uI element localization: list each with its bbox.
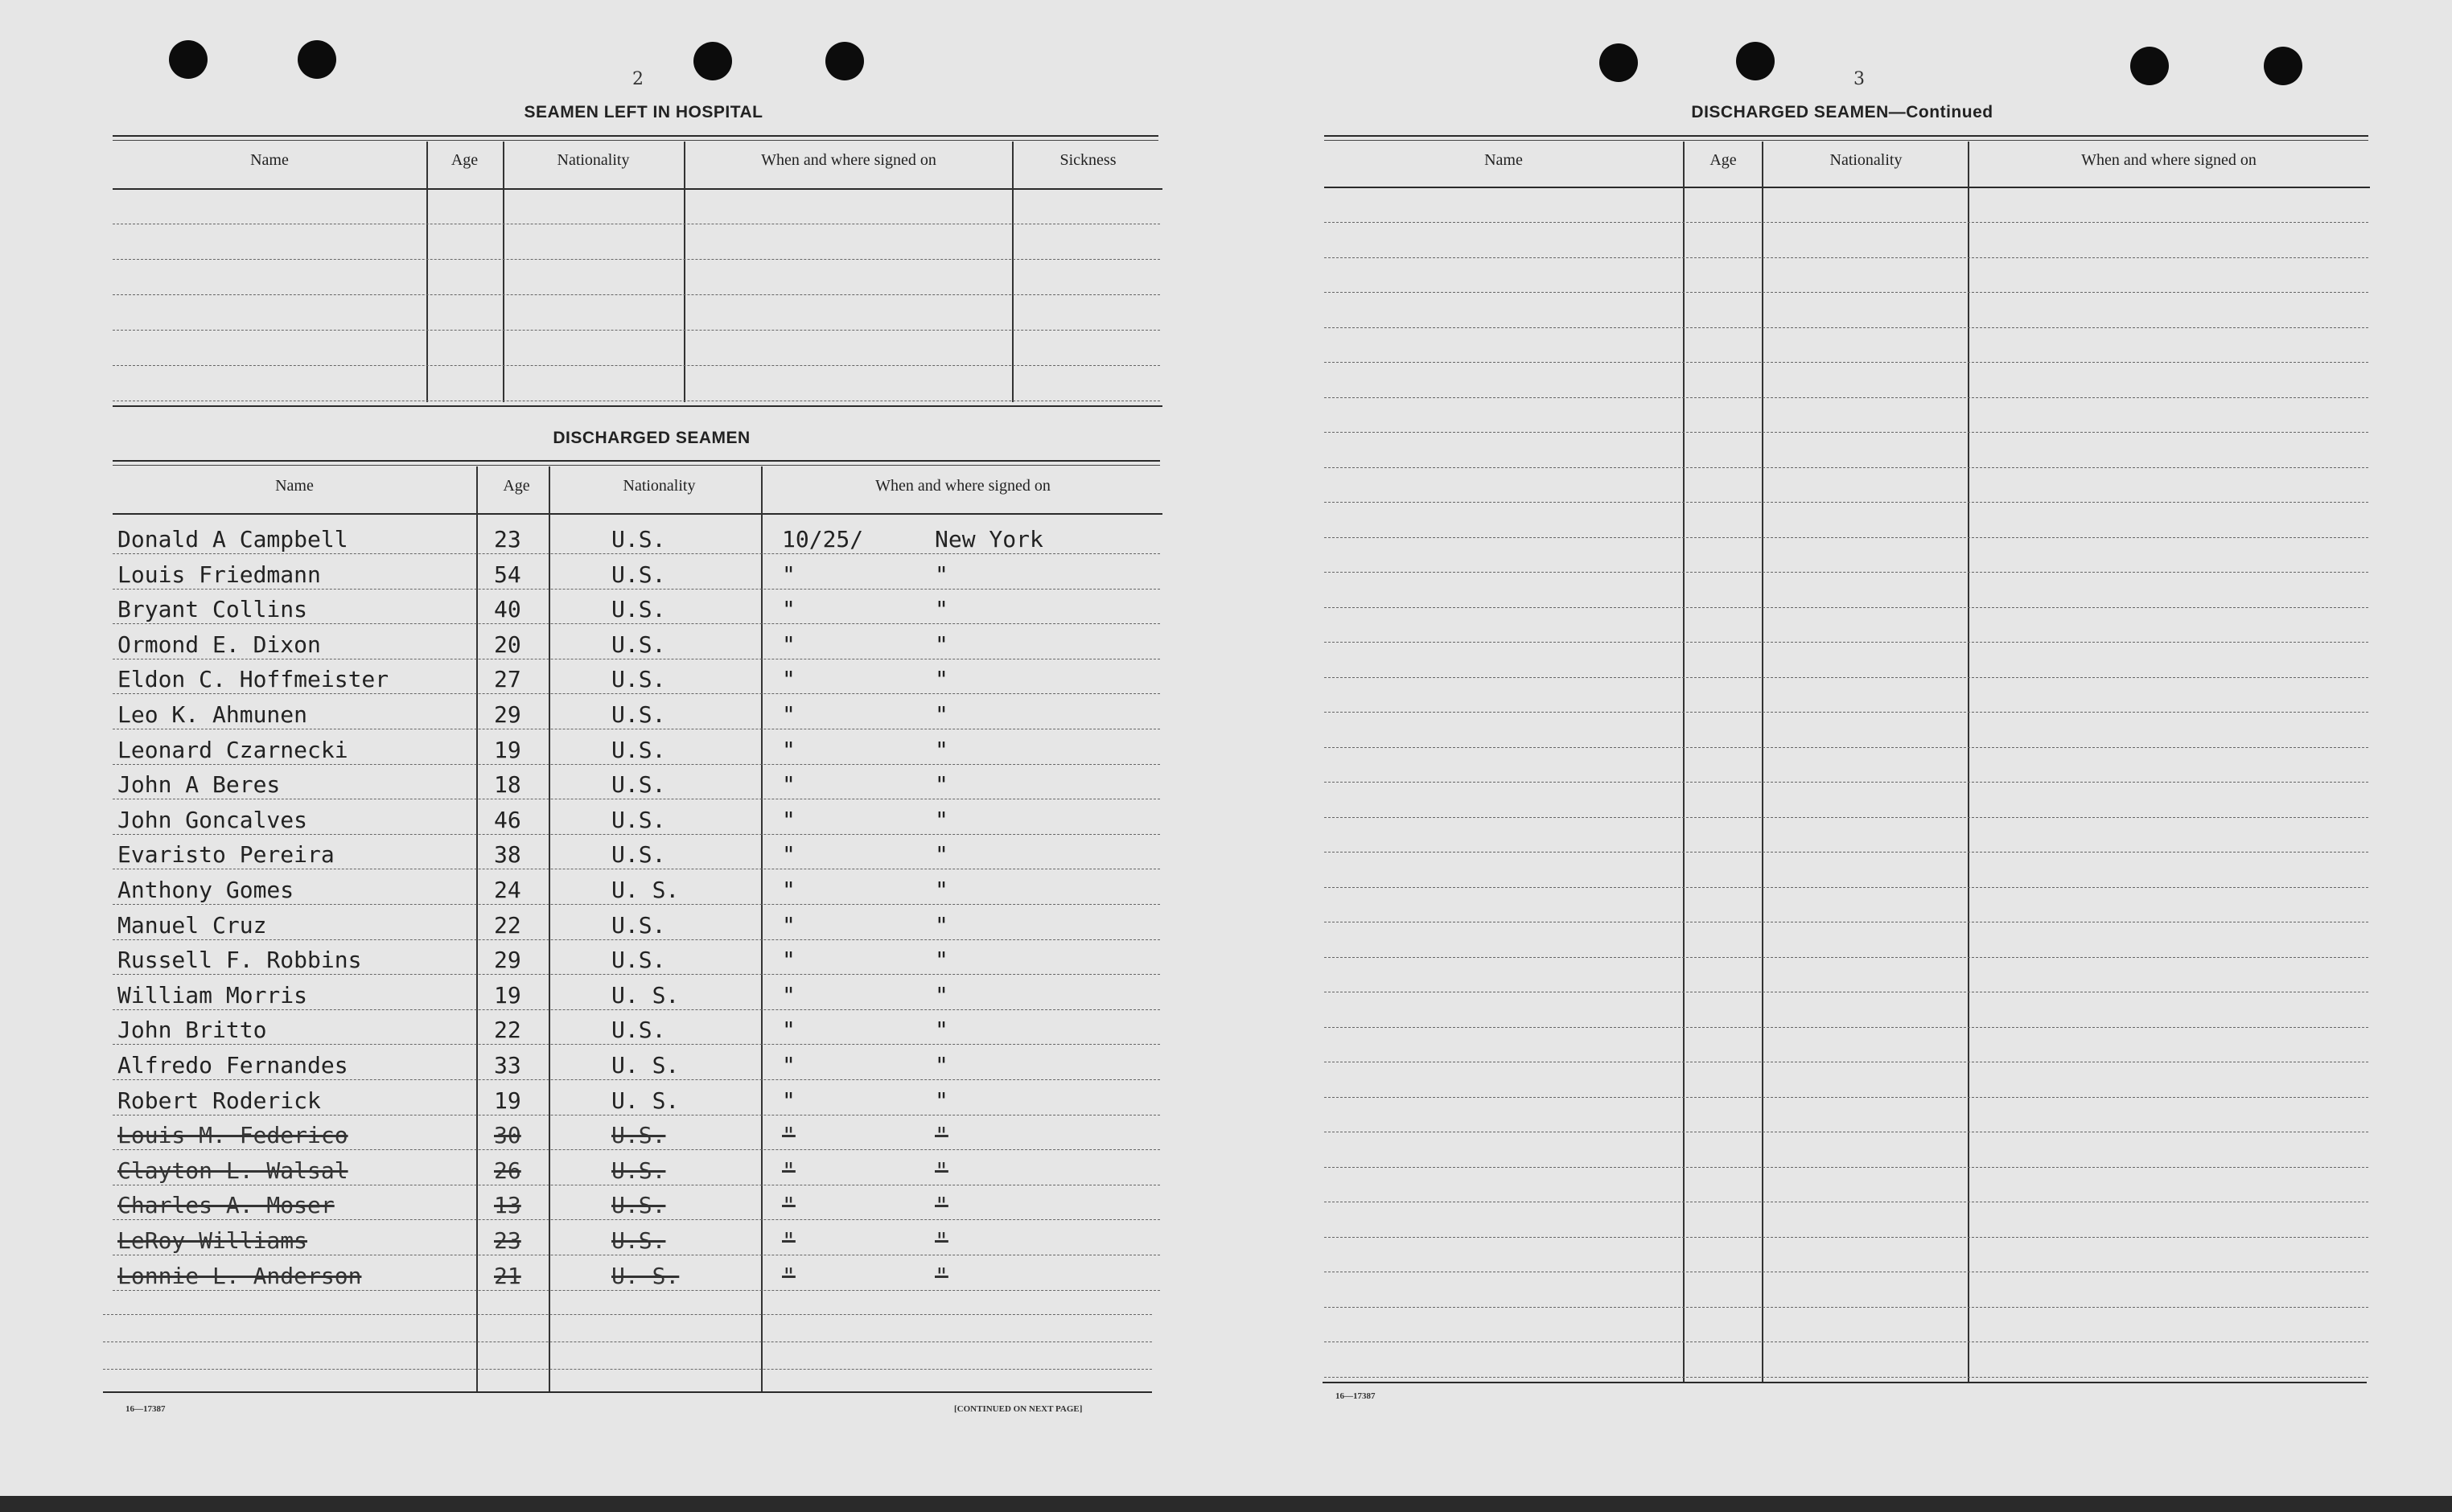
ruled-line [103, 1314, 1152, 1315]
seaman-nationality: U.S. [611, 771, 666, 799]
signed-on-place: " [935, 911, 948, 939]
ruled-line [1324, 887, 2368, 888]
rule [1324, 140, 2368, 141]
ruled-line [1324, 1237, 2368, 1238]
seaman-nationality: U.S. [611, 1157, 666, 1184]
seaman-age: 46 [494, 806, 521, 833]
signed-on-place: " [935, 1017, 948, 1044]
ruled-line [103, 1341, 1152, 1342]
seaman-name: LeRoy Williams [117, 1227, 308, 1254]
column-divider [1683, 142, 1685, 1383]
seaman-age: 40 [494, 596, 521, 623]
rule [1324, 187, 2370, 188]
page-number-right: 3 [1853, 69, 1865, 89]
hospital-col-nationality: Nationality [557, 151, 630, 169]
signed-on-date: " [782, 596, 796, 623]
signed-on-place: " [935, 981, 948, 1009]
seaman-name: Alfredo Fernandes [117, 1052, 348, 1079]
column-divider [1762, 142, 1763, 1383]
signed-on-date: " [782, 806, 796, 833]
ruled-line [1324, 292, 2368, 293]
rule [113, 135, 1158, 137]
seaman-nationality: U.S. [611, 526, 666, 553]
rule [113, 188, 1162, 190]
discharged-col-age: Age [503, 477, 530, 495]
seaman-nationality: U. S. [611, 981, 680, 1009]
ruled-line [1324, 747, 2368, 748]
ruled-line [113, 553, 1160, 554]
signed-on-place: " [935, 771, 948, 799]
ruled-line [1324, 782, 2368, 783]
seaman-age: 19 [494, 981, 521, 1009]
column-divider [476, 466, 478, 1391]
column-divider [761, 466, 763, 1391]
continued-note: [CONTINUED ON NEXT PAGE] [954, 1404, 1083, 1414]
signed-on-date: " [782, 1052, 796, 1079]
title-continued: —Continued [1888, 103, 1993, 121]
seaman-nationality: U.S. [611, 736, 666, 763]
ruled-line [103, 1369, 1152, 1370]
ruled-line [1324, 432, 2368, 433]
signed-on-place: " [935, 877, 948, 903]
ruled-line [113, 259, 1160, 260]
signed-on-place: " [935, 596, 948, 623]
discharged-col-name: Name [275, 477, 314, 495]
signed-on-date: " [782, 666, 796, 693]
ruled-line [1324, 642, 2368, 643]
column-divider [426, 142, 428, 402]
signed-on-date: " [782, 1157, 796, 1184]
signed-on-place: " [935, 947, 948, 974]
signed-on-place: " [935, 631, 948, 658]
hospital-col-name: Name [250, 151, 289, 169]
seaman-name: Clayton L. Walsal [117, 1157, 348, 1184]
punch-hole [2264, 47, 2302, 85]
ruled-line [1324, 1097, 2368, 1098]
seaman-nationality: U.S. [611, 806, 666, 833]
ruled-line [113, 693, 1160, 694]
seaman-age: 13 [494, 1192, 521, 1219]
rule [103, 1391, 1152, 1393]
ruled-line [113, 1219, 1160, 1220]
ruled-line [113, 1115, 1160, 1116]
rule [113, 140, 1158, 141]
seaman-name: Donald A Campbell [117, 526, 348, 553]
ruled-line [1324, 607, 2368, 608]
signed-on-date: " [782, 736, 796, 763]
seaman-nationality: U. S. [611, 1087, 680, 1114]
signed-on-date: 10/25/ [782, 526, 864, 553]
ruled-line [1324, 327, 2368, 328]
right-col-nationality: Nationality [1829, 151, 1903, 169]
seaman-age: 33 [494, 1052, 521, 1079]
seaman-nationality: U.S. [611, 596, 666, 623]
signed-on-place: " [935, 666, 948, 693]
signed-on-date: " [782, 1227, 796, 1254]
punch-hole [825, 42, 864, 80]
ruled-line [1324, 957, 2368, 958]
punch-hole [298, 40, 336, 79]
seaman-age: 23 [494, 1227, 521, 1254]
rule [1324, 135, 2368, 137]
ruled-line [113, 939, 1160, 940]
signed-on-place: " [935, 841, 948, 869]
ruled-line [113, 365, 1160, 366]
punch-hole [169, 40, 208, 79]
seaman-name: Bryant Collins [117, 596, 308, 623]
seaman-age: 29 [494, 701, 521, 728]
discharged-col-nationality: Nationality [623, 477, 696, 495]
signed-on-date: " [782, 981, 796, 1009]
seaman-name: Leo K. Ahmunen [117, 701, 308, 728]
seaman-name: Louis Friedmann [117, 561, 321, 588]
rule [113, 460, 1160, 462]
ruled-line [1324, 1307, 2368, 1308]
ruled-line [1324, 1341, 2368, 1342]
ruled-line [1324, 222, 2368, 223]
signed-on-date: " [782, 1087, 796, 1114]
ruled-line [1324, 257, 2368, 258]
seaman-age: 38 [494, 841, 521, 869]
ruled-line [1324, 817, 2368, 818]
page-number-left: 2 [632, 69, 644, 89]
discharged-col-signed-on: When and where signed on [875, 477, 1051, 495]
signed-on-date: " [782, 1192, 796, 1219]
seaman-nationality: U.S. [611, 561, 666, 588]
seaman-age: 54 [494, 561, 521, 588]
right-col-age: Age [1709, 151, 1737, 169]
signed-on-date: " [782, 701, 796, 728]
seaman-age: 26 [494, 1157, 521, 1184]
seaman-age: 27 [494, 666, 521, 693]
seaman-age: 20 [494, 631, 521, 658]
seaman-nationality: U. S. [611, 877, 680, 903]
seaman-name: Lonnie L. Anderson [117, 1262, 362, 1289]
signed-on-date: " [782, 1122, 796, 1149]
title-main: DISCHARGED SEAMEN [1691, 103, 1889, 121]
seaman-nationality: U. S. [611, 1052, 680, 1079]
ruled-line [113, 764, 1160, 765]
seaman-age: 22 [494, 1017, 521, 1044]
ruled-line [113, 1044, 1160, 1045]
seaman-nationality: U.S. [611, 1122, 666, 1149]
discharged-continued-title [1601, 103, 2084, 122]
ruled-line [1324, 362, 2368, 363]
seaman-nationality: U.S. [611, 631, 666, 658]
punch-hole [2130, 47, 2169, 85]
signed-on-date: " [782, 877, 796, 903]
ruled-line [1324, 852, 2368, 853]
column-divider [503, 142, 504, 402]
seaman-age: 19 [494, 736, 521, 763]
column-divider [549, 466, 550, 1391]
ruled-line [113, 834, 1160, 835]
form-number-left: 16—17387 [125, 1404, 166, 1414]
form-number-right: 16—17387 [1335, 1391, 1376, 1401]
hospital-section-title: SEAMEN LEFT IN HOSPITAL [524, 103, 763, 121]
signed-on-place: " [935, 1087, 948, 1114]
seaman-name: Ormond E. Dixon [117, 631, 321, 658]
seaman-name: Charles A. Moser [117, 1192, 335, 1219]
seaman-nationality: U. S. [611, 1262, 680, 1289]
ruled-line [1324, 1377, 2368, 1378]
rule [1323, 1382, 2367, 1383]
signed-on-date: " [782, 911, 796, 939]
punch-hole [1736, 42, 1775, 80]
ruled-line [1324, 502, 2368, 503]
discharged-section-title: DISCHARGED SEAMEN [553, 429, 751, 447]
signed-on-date: " [782, 1262, 796, 1289]
seaman-name: John A Beres [117, 771, 281, 799]
rule [113, 405, 1162, 407]
hospital-col-signed-on: When and where signed on [761, 151, 936, 169]
seaman-age: 24 [494, 877, 521, 903]
seaman-nationality: U.S. [611, 841, 666, 869]
seaman-name: Russell F. Robbins [117, 947, 362, 974]
seaman-name: Eldon C. Hoffmeister [117, 666, 389, 693]
ruled-line [113, 330, 1160, 331]
ruled-line [113, 1149, 1160, 1150]
seaman-name: Louis M. Federico [117, 1122, 348, 1149]
signed-on-place: New York [935, 526, 1043, 553]
seaman-nationality: U.S. [611, 1192, 666, 1219]
signed-on-date: " [782, 1017, 796, 1044]
ruled-line [1324, 467, 2368, 468]
seaman-age: 30 [494, 1122, 521, 1149]
seaman-nationality: U.S. [611, 911, 666, 939]
seaman-age: 29 [494, 947, 521, 974]
seaman-age: 21 [494, 1262, 521, 1289]
ruled-line [113, 623, 1160, 624]
ruled-line [1324, 677, 2368, 678]
right-col-signed-on: When and where signed on [2081, 151, 2257, 169]
seaman-age: 23 [494, 526, 521, 553]
ruled-line [1324, 537, 2368, 538]
ruled-line [1324, 397, 2368, 398]
seaman-name: John Goncalves [117, 806, 308, 833]
ruled-line [113, 1079, 1160, 1080]
seaman-age: 18 [494, 771, 521, 799]
hospital-col-sickness: Sickness [1059, 151, 1117, 169]
signed-on-place: " [935, 1192, 948, 1219]
ruled-line [113, 589, 1160, 590]
signed-on-place: " [935, 1052, 948, 1079]
signed-on-place: " [935, 1122, 948, 1149]
signed-on-place: " [935, 561, 948, 588]
signed-on-place: " [935, 1227, 948, 1254]
seaman-name: Manuel Cruz [117, 911, 267, 939]
punch-hole [693, 42, 732, 80]
seaman-name: Evaristo Pereira [117, 841, 335, 869]
seaman-name: Anthony Gomes [117, 877, 294, 903]
seaman-nationality: U.S. [611, 701, 666, 728]
signed-on-date: " [782, 841, 796, 869]
ruled-line [113, 294, 1160, 295]
signed-on-place: " [935, 1157, 948, 1184]
ruled-line [1324, 572, 2368, 573]
signed-on-place: " [935, 1262, 948, 1289]
seaman-name: Robert Roderick [117, 1087, 321, 1114]
ruled-line [113, 904, 1160, 905]
signed-on-place: " [935, 736, 948, 763]
column-divider [1968, 142, 1969, 1383]
seaman-nationality: U.S. [611, 1017, 666, 1044]
ruled-line [113, 1009, 1160, 1010]
seaman-name: William Morris [117, 981, 308, 1009]
seaman-name: John Britto [117, 1017, 267, 1044]
ruled-line [113, 1290, 1160, 1291]
seaman-age: 19 [494, 1087, 521, 1114]
punch-hole [1599, 43, 1638, 82]
right-col-name: Name [1484, 151, 1523, 169]
seaman-nationality: U.S. [611, 666, 666, 693]
seaman-name: Leonard Czarnecki [117, 736, 348, 763]
seaman-nationality: U.S. [611, 1227, 666, 1254]
signed-on-date: " [782, 561, 796, 588]
hospital-col-age: Age [450, 151, 479, 169]
rule [113, 513, 1162, 515]
signed-on-place: " [935, 806, 948, 833]
ruled-line [113, 974, 1160, 975]
column-divider [1012, 142, 1014, 402]
signed-on-date: " [782, 947, 796, 974]
ruled-line [1324, 1027, 2368, 1028]
rule [113, 465, 1160, 466]
signed-on-place: " [935, 701, 948, 728]
ruled-line [1324, 712, 2368, 713]
seaman-nationality: U.S. [611, 947, 666, 974]
ruled-line [1324, 1167, 2368, 1168]
signed-on-date: " [782, 771, 796, 799]
column-divider [684, 142, 685, 402]
seaman-age: 22 [494, 911, 521, 939]
signed-on-date: " [782, 631, 796, 658]
